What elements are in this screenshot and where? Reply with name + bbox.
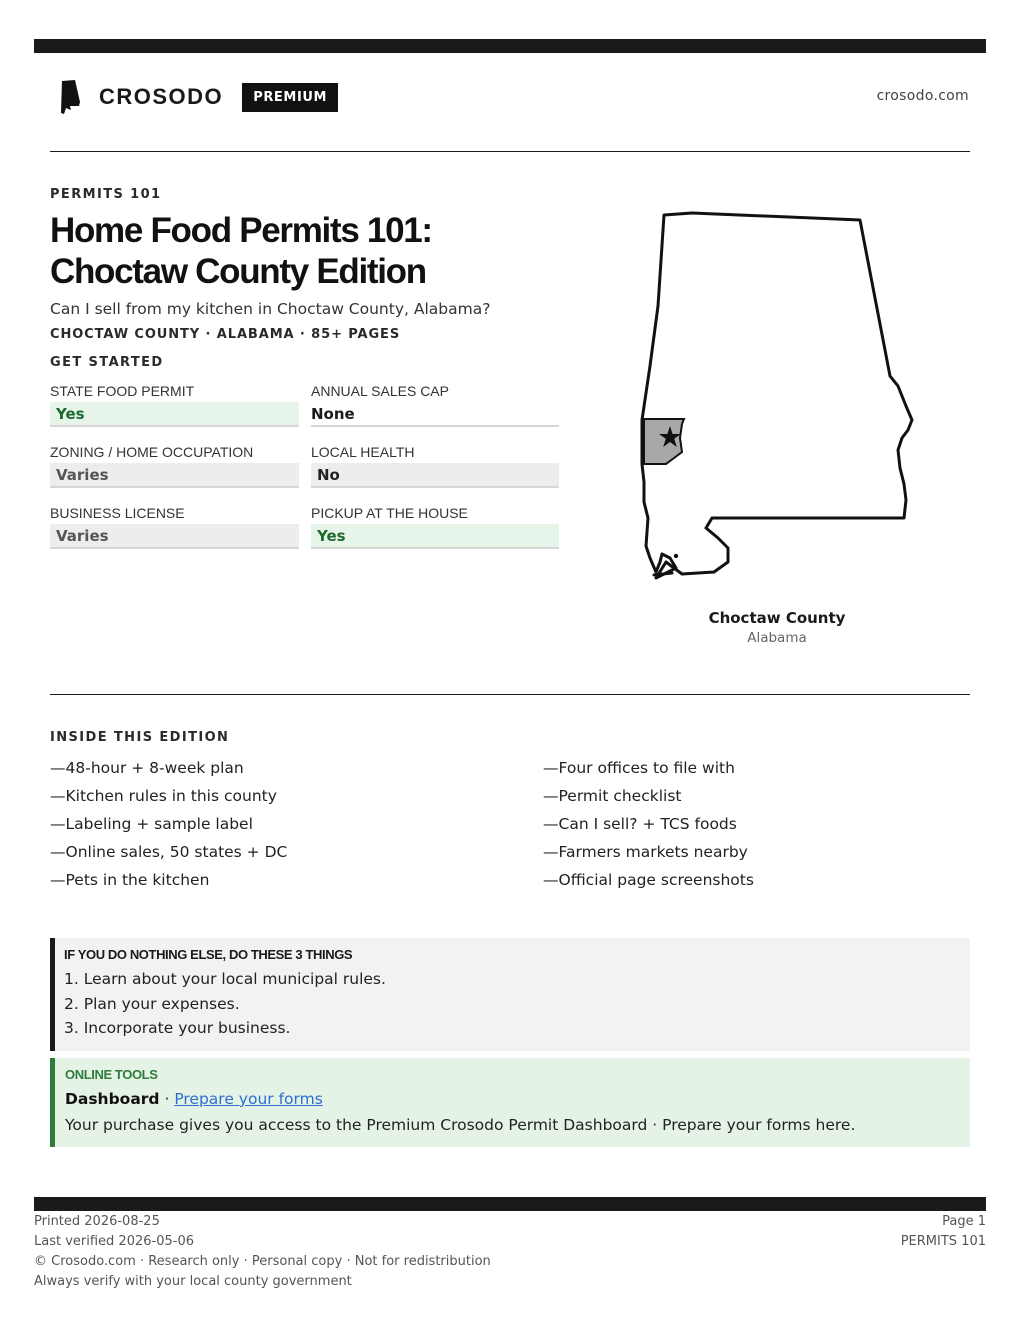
fact-value: Yes: [50, 402, 299, 427]
fact-label: ANNUAL SALES CAP: [311, 383, 449, 399]
online-tools-callout: [50, 1058, 970, 1147]
fact-zoning: [50, 444, 299, 505]
steps-list: [64, 967, 970, 1041]
toc-item: —Pets in the kitchen: [50, 871, 210, 889]
separator: ·: [159, 1090, 175, 1108]
bottom-bar: [34, 1197, 986, 1211]
fact-label: PICKUP AT THE HOUSE: [311, 505, 468, 521]
alabama-map: [636, 206, 920, 582]
fact-business-license: [50, 505, 299, 566]
toc-item: —Kitchen rules in this county: [50, 787, 277, 805]
toc-item: —48-hour + 8-week plan: [50, 759, 244, 777]
toc-item: —Can I sell? + TCS foods: [543, 815, 737, 833]
title-line-1: Home Food Permits 101:: [50, 211, 432, 250]
top-bar: [34, 39, 986, 53]
city-dot: [674, 554, 678, 558]
toc-item: —Official page screenshots: [543, 871, 754, 889]
fact-value: Yes: [311, 524, 559, 549]
fact-label: LOCAL HEALTH: [311, 444, 415, 460]
get-started-heading: GET STARTED: [50, 355, 164, 370]
footer-right: [901, 1212, 986, 1252]
alabama-state-silhouette-icon: [60, 80, 82, 114]
section-divider: [50, 694, 970, 695]
verified-date: Last verified 2026-05-06: [34, 1234, 194, 1249]
prepare-forms-link[interactable]: Prepare your forms: [174, 1090, 323, 1108]
fact-local-health: [311, 444, 559, 505]
copyright: © Crosodo.com · Research only · Personal copy · Not for redistribution: [34, 1254, 491, 1269]
page-number: Page 1: [942, 1214, 986, 1229]
footer-section: PERMITS 101: [900, 1234, 986, 1249]
fact-value: Varies: [50, 463, 299, 488]
footer-left: [34, 1212, 491, 1292]
brand-name: CROSODO: [99, 84, 224, 109]
inside-edition-heading: INSIDE THIS EDITION: [50, 730, 230, 745]
toc-right-column: [543, 756, 754, 896]
fact-annual-sales-cap: [311, 383, 559, 444]
page-subtitle: Can I sell from my kitchen in Choctaw County, Alabama?: [50, 300, 491, 318]
toc-item: —Farmers markets nearby: [543, 843, 748, 861]
fact-pickup-at-house: [311, 505, 559, 566]
printed-date: Printed 2026-08-25: [34, 1214, 160, 1229]
verify-note: Always verify with your local county government: [34, 1274, 352, 1289]
fact-label: STATE FOOD PERMIT: [50, 383, 195, 399]
header-divider: [50, 151, 970, 152]
dashboard-label: Dashboard: [65, 1090, 160, 1108]
title-line-2: Choctaw County Edition: [50, 252, 426, 291]
site-link[interactable]: crosodo.com: [876, 88, 969, 104]
step-item: 2. Plan your expenses.: [64, 994, 240, 1013]
step-item: 3. Incorporate your business.: [64, 1019, 291, 1037]
toc-item: —Permit checklist: [543, 787, 682, 805]
toc-left-column: [50, 756, 287, 896]
edition-meta: CHOCTAW COUNTY · ALABAMA · 85+ PAGES: [50, 327, 401, 342]
map-caption: [677, 608, 877, 648]
toc-item: —Four offices to file with: [543, 759, 735, 777]
step-item: 1. Learn about your local municipal rules.: [64, 970, 386, 988]
brand[interactable]: [60, 80, 338, 114]
fact-state-food-permit: [50, 383, 299, 444]
fact-label: ZONING / HOME OCCUPATION: [50, 444, 254, 460]
toc-item: —Labeling + sample label: [50, 815, 253, 833]
permit-facts-grid: [50, 383, 559, 566]
page-title: [50, 210, 610, 292]
fact-value: No: [311, 463, 559, 488]
callout-title: ONLINE TOOLS: [65, 1067, 158, 1082]
premium-badge: PREMIUM: [242, 83, 338, 112]
fact-label: BUSINESS LICENSE: [50, 505, 185, 521]
do-these-callout: [50, 938, 970, 1051]
online-tools-description: Your purchase gives you access to the Premium Crosodo Permit Dashboard · Prepare your forms here.: [65, 1116, 856, 1134]
map-state-label: Alabama: [747, 630, 807, 646]
map-county-label: Choctaw County: [708, 609, 846, 627]
alabama-outline: [642, 213, 912, 578]
fact-value: None: [311, 402, 559, 427]
dashboard-line: [65, 1087, 970, 1113]
toc-item: —Online sales, 50 states + DC: [50, 843, 288, 861]
section-eyebrow: PERMITS 101: [50, 187, 162, 202]
fact-value: Varies: [50, 524, 299, 549]
coast-detail: [654, 573, 672, 575]
callout-title: IF YOU DO NOTHING ELSE, DO THESE 3 THINGS: [64, 947, 353, 962]
